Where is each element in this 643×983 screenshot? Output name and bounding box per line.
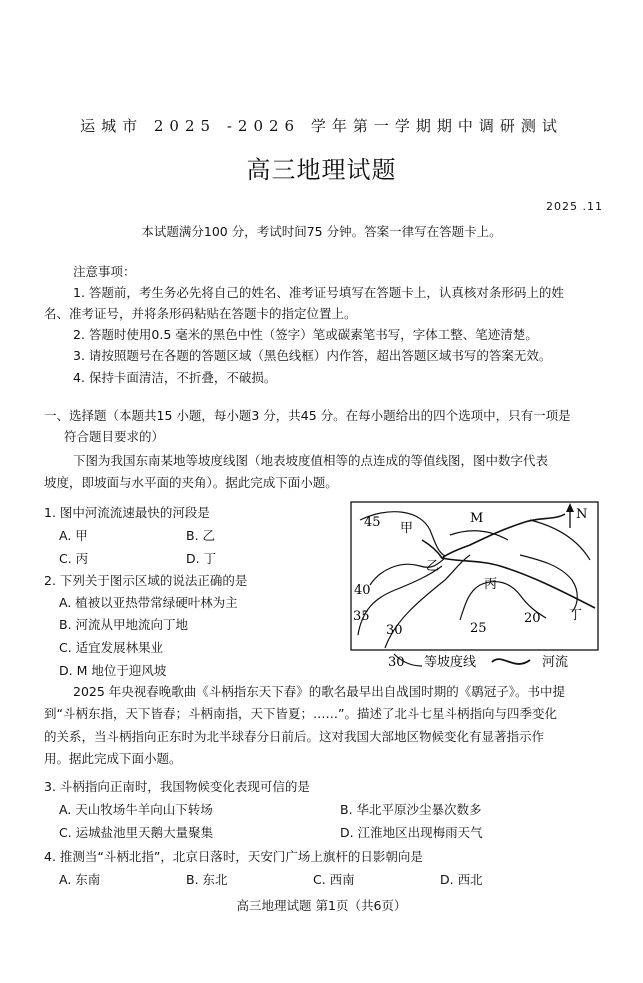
notice-heading: 注意事项： bbox=[73, 264, 136, 279]
question-4-stem: 4. 推测当“斗柄北指”，北京日落时，天安门广场上旗杆的日影朝向是 bbox=[44, 849, 423, 864]
notice-item: 4. 保持卡面清洁，不折叠，不破损。 bbox=[73, 370, 277, 385]
notice-item: 3. 请按照题号在各题的答题区域（黑色线框）内作答，超出答题区域书写的答案无效。 bbox=[73, 348, 552, 363]
question-stem: 用。据此完成下面小题。 bbox=[44, 751, 182, 766]
legend-contour-label: 等坡度线 bbox=[424, 655, 477, 670]
exam-header: 运城市 2025 -2026 学年第一学期期中调研测试 bbox=[80, 117, 563, 135]
section-title: 一、选择题（本题共15 小题，每小题3 分，共45 分。在每小题给出的四个选项中，只有一项是 bbox=[44, 408, 571, 423]
q4-option-b: B. 东北 bbox=[186, 872, 228, 887]
map-label: 25 bbox=[470, 621, 487, 636]
question-stem: 的关系，当斗柄指向正东时为北半球春分日前后。这对我国大部地区物候变化有显著指示作 bbox=[44, 729, 545, 744]
q1-option-c: C. 丙 bbox=[59, 551, 89, 566]
q3-option-a: A. 天山牧场牛羊向山下转场 bbox=[59, 802, 213, 817]
q3-option-b: B. 华北平原沙尘暴次数多 bbox=[340, 802, 482, 817]
notice-item: 1. 答题前，考生务必先将自己的姓名、准考证号填写在答题卡上，认真核对条形码上的姓 bbox=[73, 285, 564, 300]
legend-river-label: 河流 bbox=[542, 655, 569, 670]
legend-sample-value: 30 bbox=[388, 655, 405, 670]
q2-option-c: C. 适宜发展林果业 bbox=[59, 640, 164, 655]
map-label: 乙 bbox=[426, 559, 440, 574]
map-label: N bbox=[576, 507, 588, 522]
map-label: 20 bbox=[524, 611, 541, 626]
map-label: 40 bbox=[354, 583, 371, 598]
map-label: 丙 bbox=[484, 577, 498, 592]
slope-contour-map bbox=[350, 500, 600, 675]
north-arrow-head bbox=[566, 503, 574, 512]
question-3-stem: 3. 斗柄指向正南时，我国物候变化表现可信的是 bbox=[44, 779, 310, 794]
river-line bbox=[442, 558, 595, 608]
q1-option-d: D. 丁 bbox=[186, 551, 217, 566]
q4-option-d: D. 西北 bbox=[440, 872, 483, 887]
page-title: 高三地理试题 bbox=[246, 156, 397, 184]
map-label: 30 bbox=[386, 623, 403, 638]
question-1-stem: 1. 图中河流流速最快的河段是 bbox=[44, 505, 210, 520]
map-label: 35 bbox=[353, 609, 370, 624]
map-label: M bbox=[470, 511, 484, 526]
contour-line bbox=[520, 555, 577, 612]
river-line bbox=[422, 514, 565, 558]
question-stem: 下图为我国东南某地等坡度线图（地表坡度值相等的点连成的等值线图，图中数字代表 bbox=[73, 453, 549, 468]
map-label: 45 bbox=[364, 515, 381, 530]
intro-text: 本试题满分100 分，考试时间75 分钟。答案一律写在答题卡上。 bbox=[141, 224, 502, 239]
map-label: 丁 bbox=[569, 608, 583, 623]
q3-option-c: C. 运城盐池里天鹅大量聚集 bbox=[59, 825, 214, 840]
question-2-stem: 2. 下列关于图示区域的说法正确的是 bbox=[44, 573, 248, 588]
q2-option-d: D. M 地位于迎风坡 bbox=[59, 663, 167, 678]
q4-option-c: C. 西南 bbox=[313, 872, 355, 887]
page-footer: 高三地理试题 第1页（共6页） bbox=[236, 898, 407, 913]
question-stem: 坡度，即坡面与水平面的夹角）。据此完成下面小题。 bbox=[44, 475, 338, 490]
q1-option-b: B. 乙 bbox=[186, 528, 216, 543]
q3-option-d: D. 江淮地区出现梅雨天气 bbox=[340, 825, 483, 840]
section-title: 符合题目要求的） bbox=[64, 429, 165, 444]
notice-item: 2. 答题时使用0.5 毫米的黑色中性（签字）笔或碳素笔书写，字体工整、笔迹清楚。 bbox=[73, 327, 538, 342]
question-stem: 2025 年央视春晚歌曲《斗柄指东天下春》的歌名最早出自战国时期的《鹖冠子》。书中提 bbox=[73, 684, 566, 699]
q2-option-a: A. 植被以亚热带常绿硬叶林为主 bbox=[59, 595, 238, 610]
q2-option-b: B. 河流从甲地流向丁地 bbox=[59, 617, 189, 632]
notice-item: 名、准考证号，并将条形码粘贴在答题卡的指定位置上。 bbox=[44, 306, 357, 321]
q4-option-a: A. 东南 bbox=[59, 872, 101, 887]
contour-line bbox=[530, 520, 590, 560]
q1-option-a: A. 甲 bbox=[59, 528, 88, 543]
legend-river-sample bbox=[492, 659, 530, 664]
question-stem: 到“斗柄东指，天下皆春；斗柄南指，天下皆夏；……”。描述了北斗七星斗柄指向与四季变化 bbox=[44, 706, 557, 721]
map-label: 甲 bbox=[400, 521, 414, 536]
exam-date: 2025 .11 bbox=[546, 200, 603, 213]
